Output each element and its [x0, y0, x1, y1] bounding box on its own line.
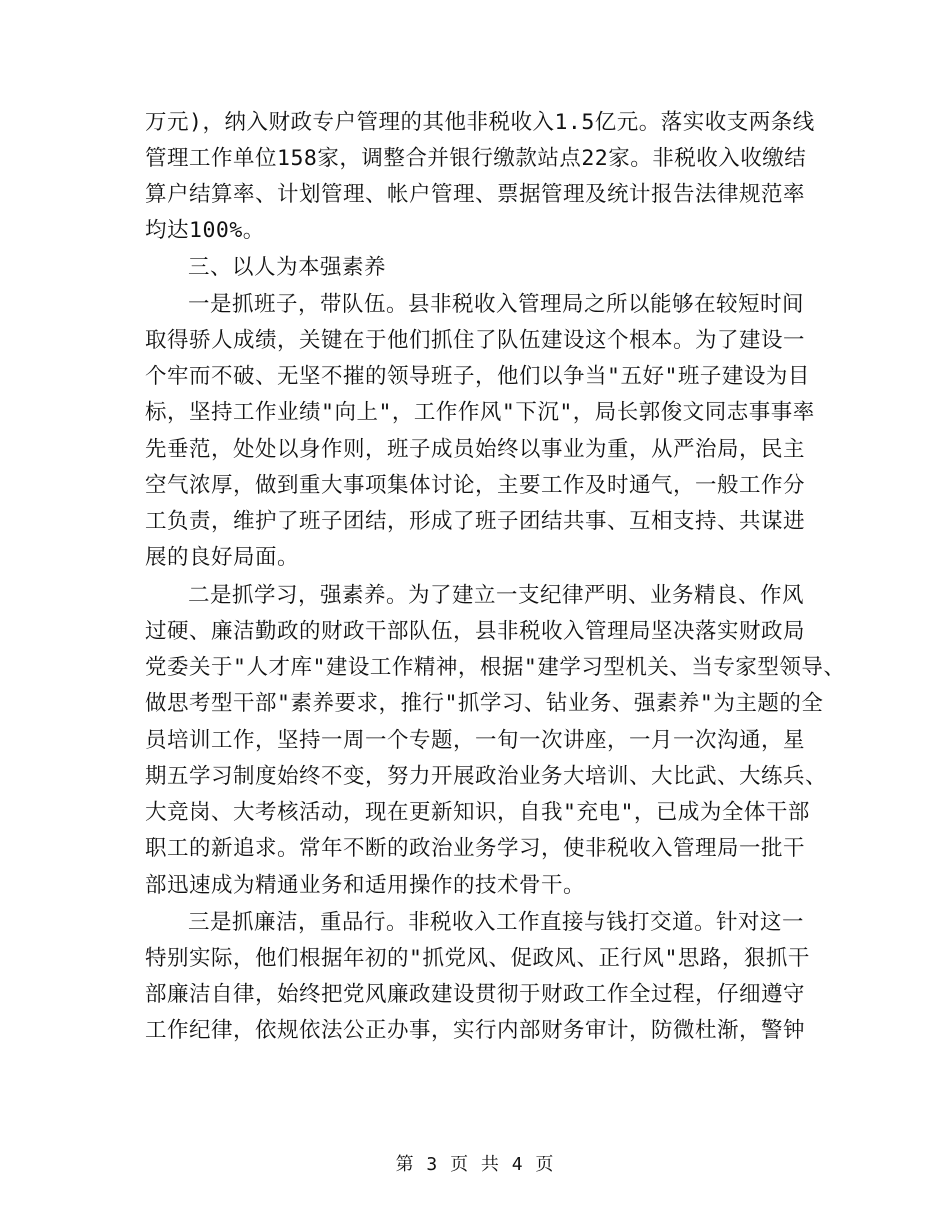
- text-line: 做思考型干部"素养要求，推行"抓学习、钻业务、强素养"为主题的全: [145, 691, 824, 716]
- page-number-footer: 第 3 页 共 4 页: [395, 1154, 555, 1175]
- text-line: 部迅速成为精通业务和适用操作的技术骨干。: [145, 873, 586, 898]
- text-line: 标，坚持工作业绩"向上"，工作作风"下沉"，局长郭俊文同志事事率: [145, 400, 815, 425]
- text-line: 大竞岗、大考核活动，现在更新知识，自我"充电"，已成为全体干部: [145, 800, 810, 825]
- text-line: 一是抓班子，带队伍。县非税收入管理局之所以能够在较短时间: [188, 292, 805, 317]
- text-line: 员培训工作，坚持一周一个专题，一旬一次讲座，一月一次沟通，星: [145, 728, 806, 753]
- text-line: 个牢而不破、无坚不摧的领导班子，他们以争当"五好"班子建设为目: [145, 364, 810, 389]
- text-line: 均达100%。: [145, 218, 265, 243]
- text-line: 过硬、廉洁勤政的财政干部队伍，县非税收入管理局坚决落实财政局: [145, 619, 806, 644]
- text-line: 展的良好局面。: [145, 545, 300, 570]
- section-heading: 三、以人为本强素养: [188, 255, 387, 280]
- text-line: 工负责，维护了班子团结，形成了班子团结共事、互相支持、共谋进: [145, 509, 806, 534]
- text-line: 特别实际，他们根据年初的"抓党风、促政风、正行风"思路，狠抓干: [145, 946, 810, 971]
- text-line: 管理工作单位158家，调整合并银行缴款站点22家。非税收入收缴结: [145, 146, 807, 171]
- text-line: 空气浓厚，做到重大事项集体讨论，主要工作及时通气，一般工作分: [145, 473, 806, 498]
- text-line: 期五学习制度始终不变，努力开展政治业务大培训、大比武、大练兵、: [145, 764, 828, 789]
- text-line: 工作纪律，依规依法公正办事，实行内部财务审计，防微杜渐，警钟: [145, 1018, 806, 1043]
- text-line: 职工的新追求。常年不断的政治业务学习，使非税收入管理局一批干: [145, 836, 806, 861]
- text-line: 二是抓学习，强素养。为了建立一支纪律严明、业务精良、作风: [188, 583, 805, 608]
- text-line: 部廉洁自律，始终把党风廉政建设贯彻于财政工作全过程，仔细遵守: [145, 982, 806, 1007]
- text-line: 万元)，纳入财政专户管理的其他非税收入1.5亿元。落实收支两条线: [145, 110, 815, 135]
- text-line: 三是抓廉洁，重品行。非税收入工作直接与钱打交道。针对这一: [188, 910, 805, 935]
- text-line: 先垂范，处处以身作则，班子成员始终以事业为重，从严治局，民主: [145, 437, 806, 462]
- text-line: 算户结算率、计划管理、帐户管理、票据管理及统计报告法律规范率: [145, 182, 806, 207]
- text-line: 党委关于"人才库"建设工作精神，根据"建学习型机关、当专家型领导、: [145, 655, 846, 680]
- text-line: 取得骄人成绩，关键在于他们抓住了队伍建设这个根本。为了建设一: [145, 328, 806, 353]
